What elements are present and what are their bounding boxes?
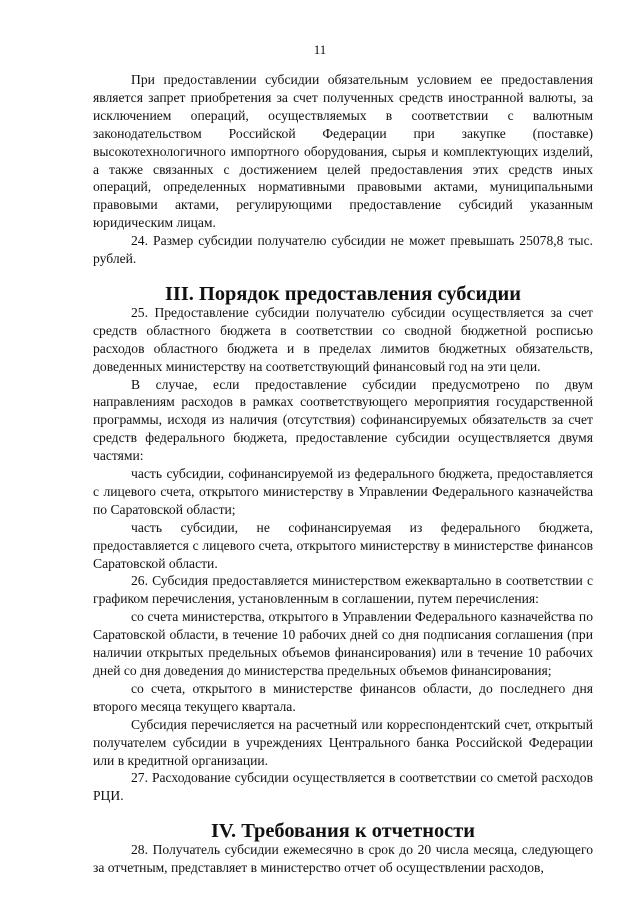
paragraph-currency-restriction: При предоставлении субсидии обязательным условием ее предоставления является запрет приобретения за счет полученных средств иностранной валюты, за исключением операций, осуществляемых в соответствии с валютным законодательством Российской Федерации при закупке (поставке) высокотехнологичного импортного оборудования, сырья и комплектующих изделий, а также связанных с достижением целей предоставления этих средств иных операций, определенных нормативными правовыми актами, муниципальными правовыми актами, регулирующими предоставление субсидий указанным юридическим лицам.	[93, 72, 593, 231]
page-number: 11	[313, 42, 327, 57]
paragraph-settlement-account: Субсидия перечисляется на расчетный или корреспондентский счет, открытый получателем субсидии в учреждениях Центрального банка Российской Федерации или в кредитной организации.	[93, 716, 593, 768]
paragraph-24-subsidy-amount: 24. Размер субсидии получателю субсидии не может превышать 25078,8 тыс. рублей.	[93, 233, 593, 267]
document-body	[93, 71, 593, 877]
paragraph-cofinanced-part: часть субсидии, софинансируемой из федерального бюджета, предоставляется с лицевого счета, открытого министерству в Управлении Федерального казначейства по Саратовской области;	[93, 466, 593, 517]
paragraph-two-directions: В случае, если предоставление субсидии предусмотрено по двум направлениям расходов в рамках соответствующего мероприятия государственной программы, исходя из наличия (отсутствия) софинансируемых обязательств за счет средств федерального бюджета, предоставление субсидии осуществляется двумя частями:	[93, 376, 593, 464]
paragraph-treasury-account: со счета министерства, открытого в Управлении Федерального казначейства по Саратовской области, в течение 10 рабочих дней со дня подписания соглашения (при наличии открытых предельных объемов финансирования) или в течение 10 рабочих дней со дня доведения до министерства предельных объемов финансирования;	[93, 609, 593, 678]
section-4-heading: IV. Требования к отчетности	[210, 820, 475, 843]
paragraph-28: 28. Получатель субсидии ежемесячно в срок до 20 числа месяца, следующего за отчетным, представляет в министерство отчет об осуществлении расходов,	[93, 842, 593, 876]
section-3-heading: III. Порядок предоставления субсидии	[164, 282, 522, 305]
paragraph-26: 26. Субсидия предоставляется министерством ежеквартально в соответствии с графиком перечисления, установленным в соглашении, путем перечисления:	[93, 573, 593, 607]
paragraph-finance-ministry-account: со счета, открытого в министерстве финансов области, до последнего дня второго месяца текущего квартала.	[93, 680, 593, 714]
paragraph-25: 25. Предоставление субсидии получателю субсидии осуществляется за счет средств областного бюджета в соответствии со сводной бюджетной росписью расходов областного бюджета и в пределах лимитов бюджетных обязательств, доведенных министерству на соответствующий финансовый год на эти цели.	[93, 304, 593, 374]
paragraph-non-cofinanced-part: часть субсидии, не софинансируемая из федерального бюджета, предоставляется с лицевого счета, открытого министерству в министерстве финансов Саратовской области.	[93, 519, 593, 571]
paragraph-27: 27. Расходование субсидии осуществляется в соответствии со сметой расходов РЦИ.	[93, 770, 593, 804]
